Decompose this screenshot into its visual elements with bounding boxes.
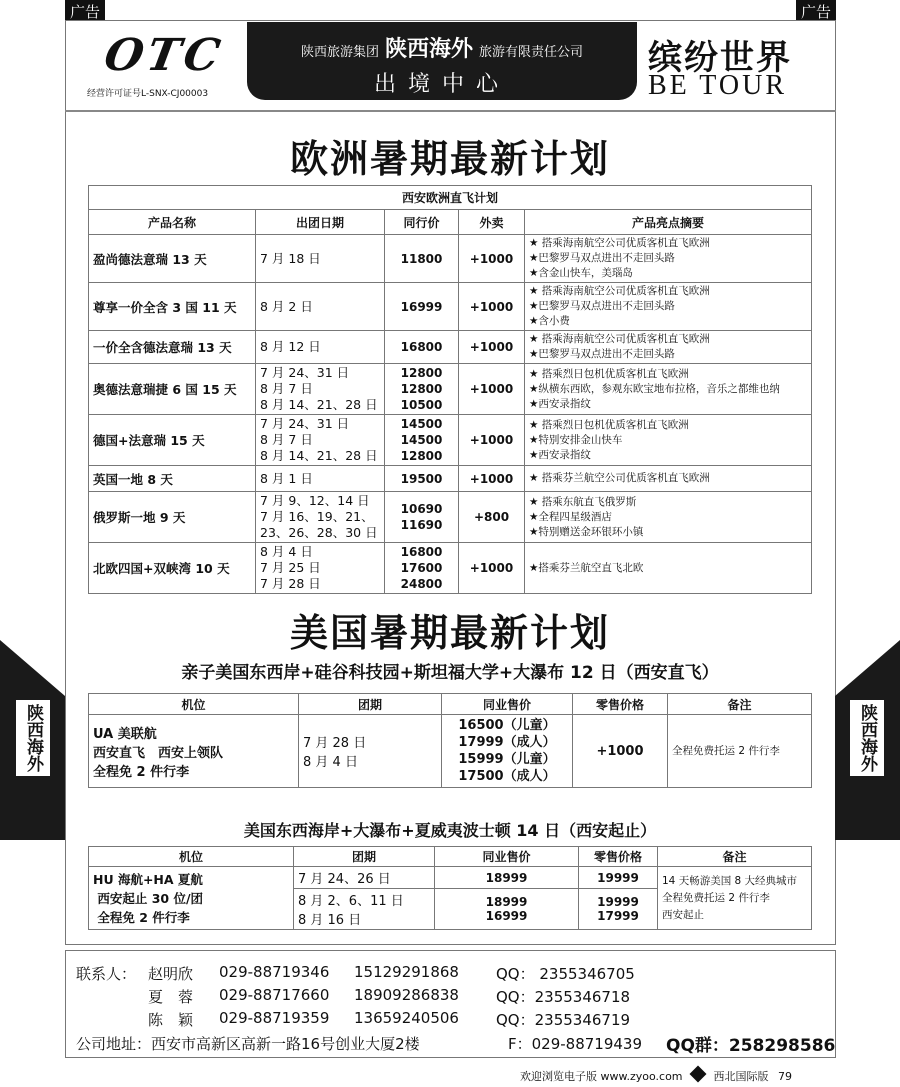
table-row [89,492,812,543]
highlights: ★ 搭乘烈日包机优质客机直飞欧洲 ★特别安排金山快车 ★西安录指纹 [525,415,812,466]
highlights: ★搭乘芬兰航空直飞北欧 [525,543,812,594]
company-name: 陕西海外 [384,36,473,62]
retail-price: +1000 [459,331,525,364]
logo-icon [690,1066,707,1083]
trade-price: 16800 17600 24800 [385,543,459,594]
table-row [89,543,812,594]
column-header: 机位 [89,694,299,715]
retail-price: +1000 [573,715,668,788]
usa-tour2-table [88,846,812,930]
retail-price: 19999 [579,867,658,889]
contact-box [65,950,836,1058]
product-name: 奥德法意瑞捷 6 国 15 天 [89,364,256,415]
column-header: 外卖 [459,210,525,235]
trade-price: 14500 14500 12800 [385,415,459,466]
europe-title: 欧洲暑期最新计划 [289,137,610,181]
contact-mobile: 13659240506 [354,1009,459,1027]
column-header: 同业售价 [442,694,573,715]
company-suffix: 旅游有限责任公司 [479,45,584,60]
retail-price: +1000 [459,415,525,466]
column-header: 产品名称 [89,210,256,235]
contact-qq: QQ：2355346718 [496,988,631,1006]
contact-label: 联系人： [76,965,137,983]
tour-dates: 7 月 9、12、14 日 7 月 16、19、21、 23、26、28、30 日 [256,492,385,543]
footer-section: 西北国际版 [713,1070,769,1083]
product-name: 英国一地 8 天 [89,466,256,492]
trade-price: 18999 [435,867,579,889]
side-label-right: 陕西海外 [850,700,884,776]
retail-price: +800 [459,492,525,543]
qq-group: QQ群：258298586 [666,1036,836,1056]
note: 14 天畅游美国 8 大经典城市 全程免费托运 2 件行李 西安起止 [658,867,812,930]
tour-dates: 8 月 4 日 7 月 25 日 7 月 28 日 [256,543,385,594]
tour-dates: 7 月 24、31 日 8 月 7 日 8 月 14、21、28 日 [256,364,385,415]
table-row [89,415,812,466]
column-header: 同行价 [385,210,459,235]
tour-dates: 8 月 12 日 [256,331,385,364]
product-name: 俄罗斯一地 9 天 [89,492,256,543]
otc-logo: OTC [100,30,228,81]
retail-price: +1000 [459,235,525,283]
trade-price: 16500（儿童） 17999（成人） 15999（儿童） 17500（成人） [442,715,573,788]
footer [520,1068,792,1084]
tour-dates: 7 月 24、26 日 [294,867,435,889]
address: 公司地址：西安市高新区高新一路16号创业大厦2楼 [76,1035,420,1053]
trade-price: 11800 [385,235,459,283]
footer-text: 欢迎浏览电子版 www.zyoo.com [520,1070,683,1083]
retail-price: +1000 [459,283,525,331]
page-number: 79 [778,1070,793,1083]
usa-tour1-table [88,693,812,788]
trade-price: 10690 11690 [385,492,459,543]
tour-dates: 7 月 24、31 日 8 月 7 日 8 月 14、21、28 日 [256,415,385,466]
table-row [89,331,812,364]
trade-price: 16999 [385,283,459,331]
retail-price: +1000 [459,466,525,492]
contact-qq: QQ： 2355346705 [496,965,635,983]
trade-price: 16800 [385,331,459,364]
column-header: 机位 [89,847,294,867]
contact-mobile: 18909286838 [354,986,459,1004]
column-header: 备注 [658,847,812,867]
usa-tour2-title: 美国东西海岸+大瀑布+夏威夷波士顿 14 日（西安起止） [243,821,657,840]
table-row [89,235,812,283]
ad-label-right: 广告 [796,0,836,20]
trade-price: 12800 12800 10500 [385,364,459,415]
product-name: 尊享一价全含 3 国 11 天 [89,283,256,331]
column-header: 团期 [294,847,435,867]
seat-info: UA 美联航 西安直飞 西安上领队 全程免 2 件行李 [89,715,299,788]
tour-dates: 7 月 28 日 8 月 4 日 [299,715,442,788]
column-header: 同业售价 [435,847,579,867]
license-number: 经营许可证号L-SNX-CJ00003 [87,89,209,99]
ad-label-left: 广告 [65,0,105,20]
contact-name: 陈 颖 [148,1011,194,1029]
retail-price: 19999 17999 [579,889,658,930]
highlights: ★ 搭乘海南航空公司优质客机直飞欧洲 ★巴黎罗马双点进出不走回头路 ★含金山快车，美瑙岛 [525,235,812,283]
product-name: 盈尚德法意瑞 13 天 [89,235,256,283]
brand-en: BE TOUR [648,70,787,101]
tour-dates: 8 月 2、6、11 日 8 月 16 日 [294,889,435,930]
tour-dates: 8 月 2 日 [256,283,385,331]
europe-table-title: 西安欧洲直飞计划 [89,186,812,210]
contact-mobile: 15129291868 [354,963,459,981]
contact-name: 赵明欣 [148,965,194,983]
trade-price: 18999 16999 [435,889,579,930]
tour-dates: 7 月 18 日 [256,235,385,283]
column-header: 产品亮点摘要 [525,210,812,235]
contact-tel: 029-88719346 [219,963,330,981]
contact-name: 夏 蓉 [148,988,194,1006]
usa-title: 美国暑期最新计划 [289,611,610,655]
usa-tour1-title: 亲子美国东西岸+硅谷科技园+斯坦福大学+大瀑布 12 日（西安直飞） [181,663,719,683]
product-name: 一价全含德法意瑞 13 天 [89,331,256,364]
highlights: ★ 搭乘东航直飞俄罗斯 ★全程四星级酒店 ★特别赠送金环银环小镇 [525,492,812,543]
brand-cn: 缤纷世界 [648,38,792,78]
product-name: 德国+法意瑞 15 天 [89,415,256,466]
table-row [89,283,812,331]
note: 全程免费托运 2 件行李 [668,715,812,788]
europe-table [88,185,812,594]
retail-price: +1000 [459,364,525,415]
product-name: 北欧四国+双峡湾 10 天 [89,543,256,594]
company-banner [247,22,637,100]
column-header: 备注 [668,694,812,715]
fax: F：029-88719439 [508,1035,643,1053]
highlights: ★ 搭乘芬兰航空公司优质客机直飞欧洲 [525,466,812,492]
column-header: 零售价格 [579,847,658,867]
trade-price: 19500 [385,466,459,492]
highlights: ★ 搭乘海南航空公司优质客机直飞欧洲 ★巴黎罗马双点进出不走回头路 ★含小费 [525,283,812,331]
retail-price: +1000 [459,543,525,594]
contact-qq: QQ：2355346719 [496,1011,631,1029]
side-label-left: 陕西海外 [16,700,50,776]
tour-dates: 8 月 1 日 [256,466,385,492]
highlights: ★ 搭乘烈日包机优质客机直飞欧洲 ★纵横东西欧，参观东欧宝地布拉格，音乐之都维也纳 ★西安录指纹 [525,364,812,415]
highlights: ★ 搭乘海南航空公司优质客机直飞欧洲 ★巴黎罗马双点进出不走回头路 [525,331,812,364]
contact-tel: 029-88717660 [219,986,330,1004]
contact-tel: 029-88719359 [219,1009,330,1027]
center-name: 出境中心 [373,72,510,97]
table-row [89,364,812,415]
seat-info: HU 海航+HA 夏航 西安起止 30 位/团 全程免 2 件行李 [89,867,294,930]
column-header: 零售价格 [573,694,668,715]
column-header: 出团日期 [256,210,385,235]
column-header: 团期 [299,694,442,715]
group-name: 陕西旅游集团 [300,45,379,60]
table-row [89,466,812,492]
